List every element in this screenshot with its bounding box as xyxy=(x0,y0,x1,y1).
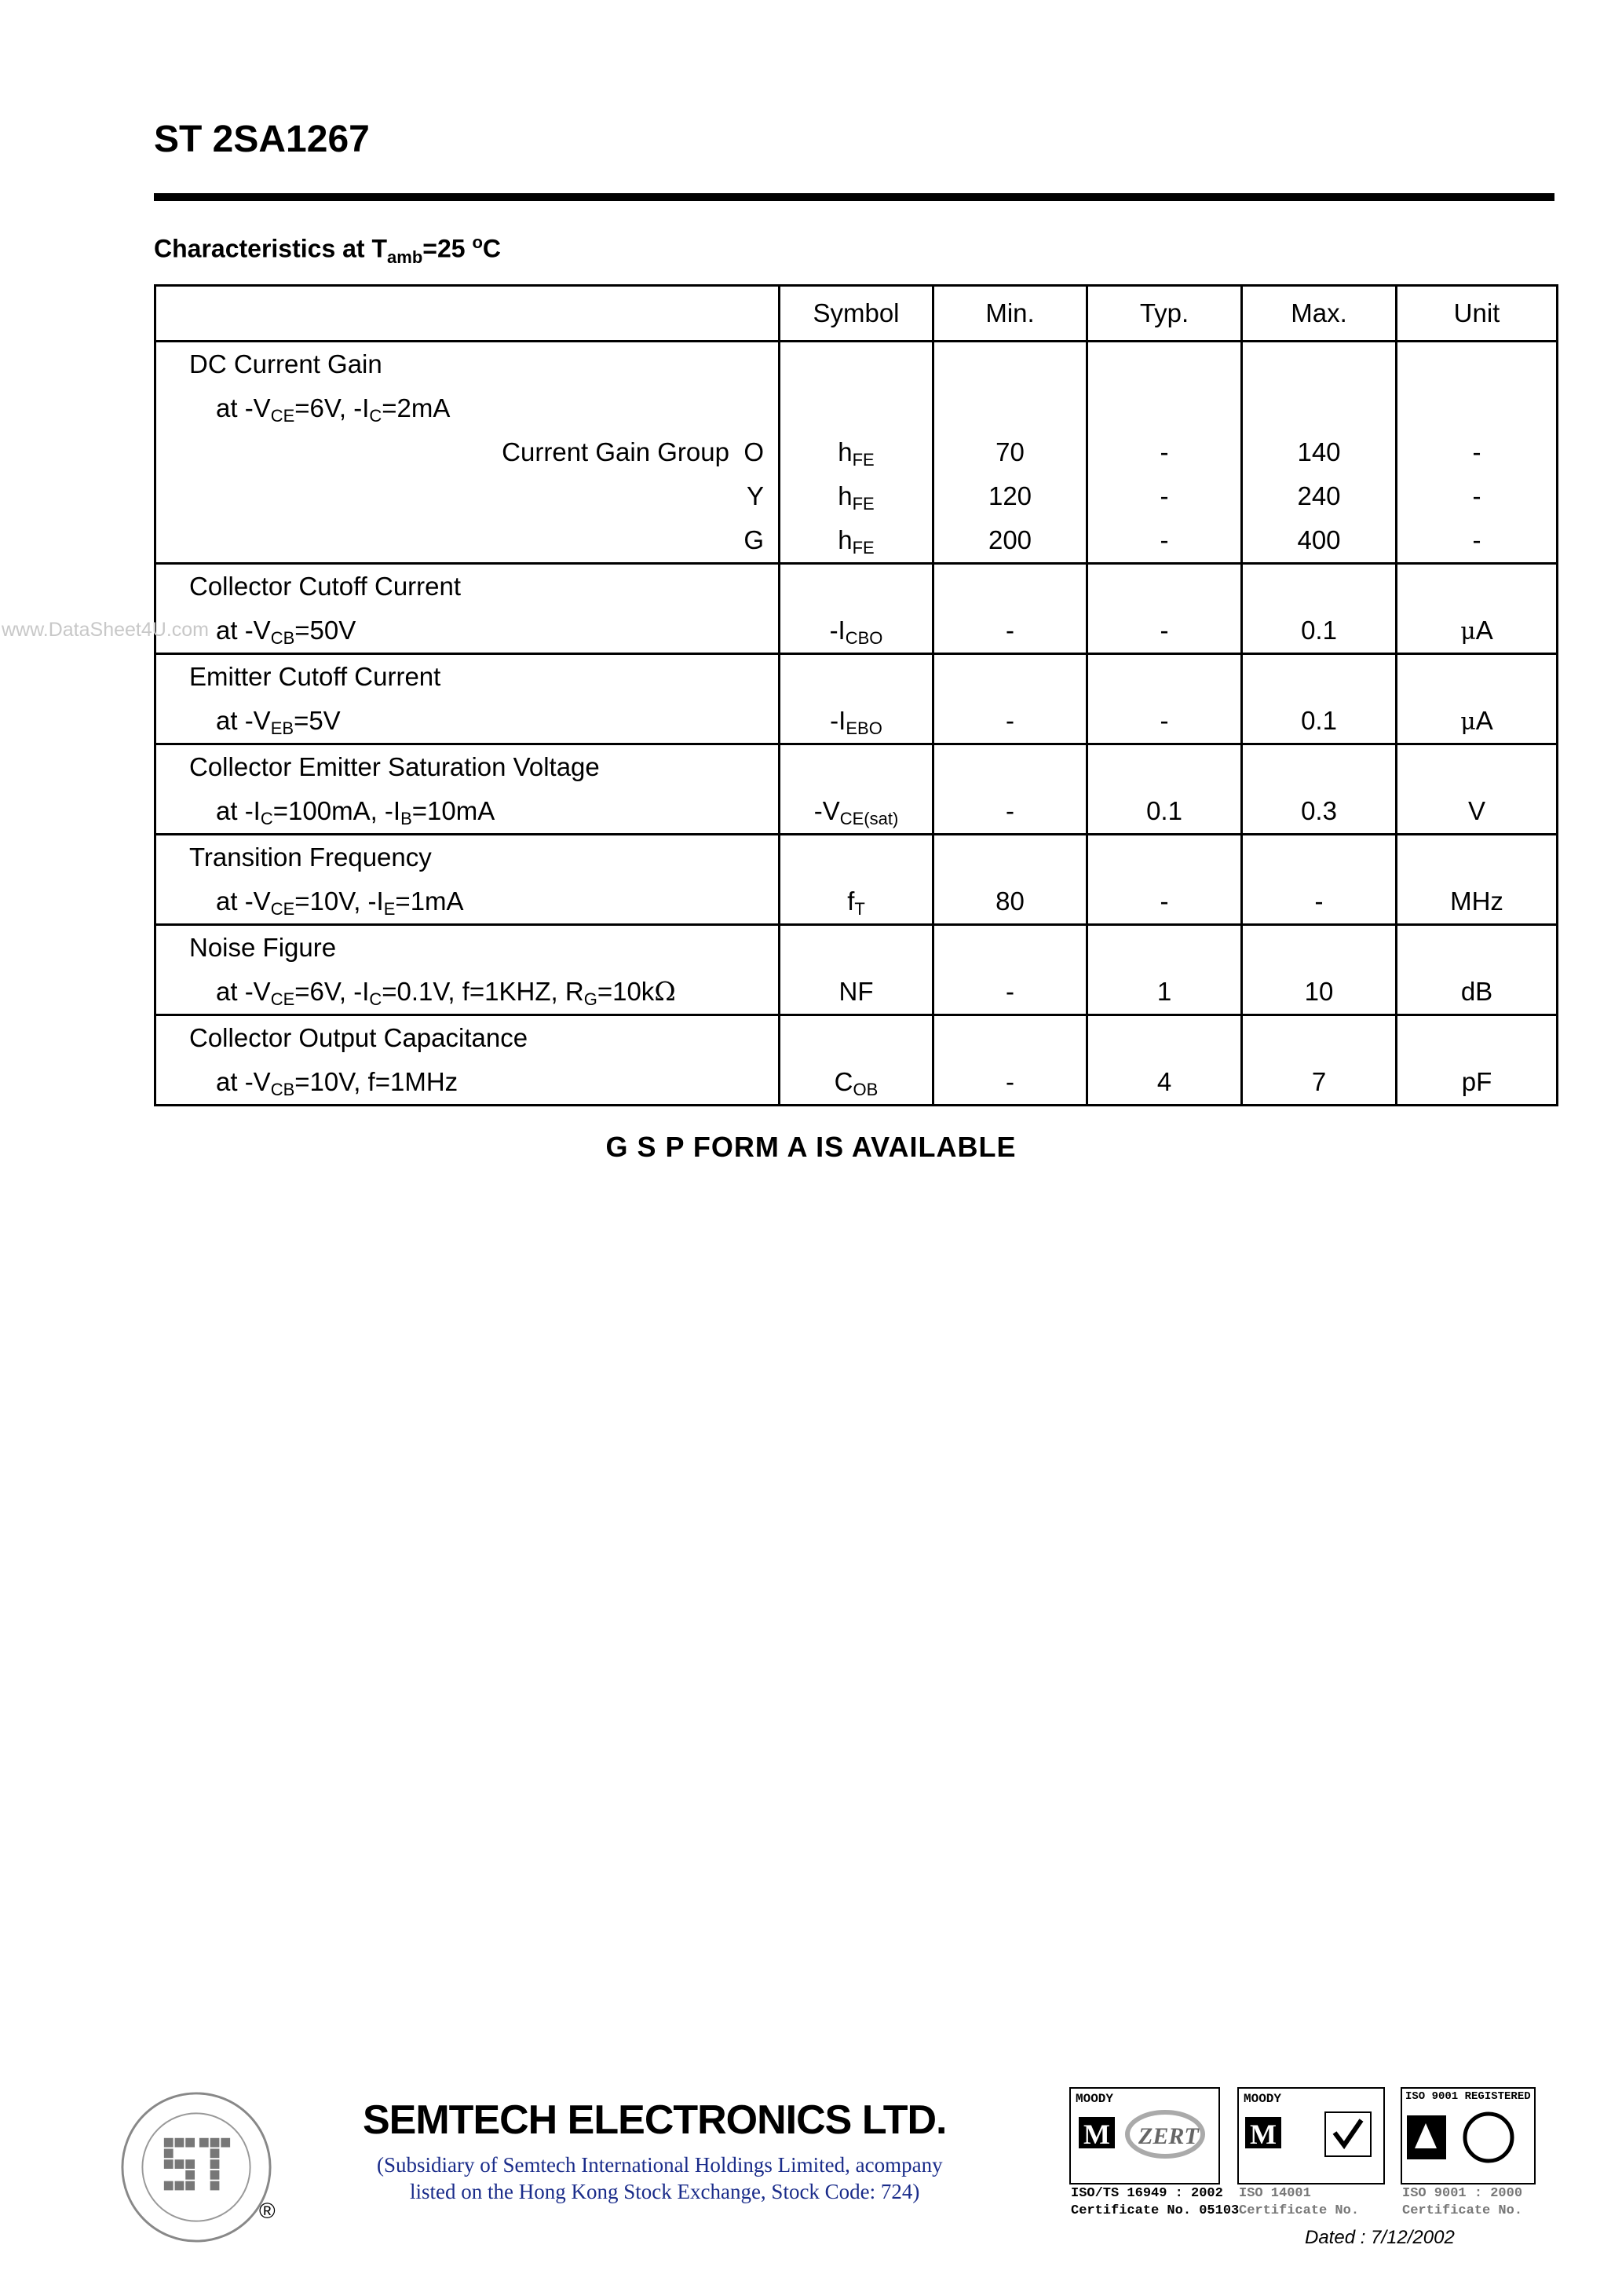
param-iebo: Emitter Cutoff Current at $-V_{EB}=5V$ xyxy=(155,654,780,744)
min-cell: - xyxy=(933,564,1087,654)
max-cell: 0.1 xyxy=(1242,654,1397,744)
company-subline-1: (Subsidiary of Semtech International Holdings Limited, acompany xyxy=(377,2153,943,2177)
cert-moody-ukas: MOODY M xyxy=(1237,2087,1385,2184)
cert3-line1: ISO 9001 : 2000 xyxy=(1402,2186,1523,2201)
symbol-cell: $-I_{EBO}$ xyxy=(780,654,933,744)
company-subline-2: listed on the Hong Kong Stock Exchange, Stock Code: 724) xyxy=(410,2180,920,2203)
registered-mark: ® xyxy=(259,2199,276,2223)
table-header-row xyxy=(155,286,1558,342)
st-logo-icon xyxy=(119,2090,273,2244)
cert1-line1: ISO/TS 16949 : 2002 xyxy=(1071,2186,1223,2201)
cert3-line2: Certificate No. xyxy=(1402,2203,1523,2218)
table-row xyxy=(155,654,1558,744)
svg-text:M: M xyxy=(1083,2119,1110,2150)
min-cell: 80 xyxy=(933,835,1087,925)
svg-text:M: M xyxy=(1250,2119,1277,2150)
unit-cell: MHz xyxy=(1397,835,1558,925)
table-row xyxy=(155,342,1558,564)
table-row xyxy=(155,744,1558,835)
unit-cell: μA xyxy=(1397,654,1558,744)
typ-cell: - xyxy=(1087,564,1242,654)
max-cell: 10 xyxy=(1242,925,1397,1015)
header-unit: Unit xyxy=(1397,286,1558,342)
document-title: ST 2SA1267 xyxy=(154,119,370,160)
cert2-line2: Certificate No. xyxy=(1239,2203,1360,2218)
header-min: Min. xyxy=(933,286,1087,342)
param-dc-gain: DC Current Gain at $-V_{CE}=6V$, $-I_C=2mA$ Current Gain Group O Y G xyxy=(155,342,780,564)
unit-cell: - - - xyxy=(1397,342,1558,564)
typ-cell: - - - xyxy=(1087,342,1242,564)
param-cob: Collector Output Capacitance at $-V_{CB}=10V$, f=1MHz xyxy=(155,1015,780,1106)
symbol-cell: NF xyxy=(780,925,933,1015)
min-cell: - xyxy=(933,744,1087,835)
watermark-text: www.DataSheet4U.com xyxy=(2,619,210,641)
table-row xyxy=(155,925,1558,1015)
unit-cell: V xyxy=(1397,744,1558,835)
symbol-cell: $-V_{CE(sat)}$ xyxy=(780,744,933,835)
symbol-cell: $f_T$ xyxy=(780,835,933,925)
min-cell: - xyxy=(933,925,1087,1015)
header-max: Max. xyxy=(1242,286,1397,342)
param-nf: Noise Figure at $-V_{CE}=6V$, $-I_C=0.1V$, f=1KHZ, $R_G=10k\Omega$ xyxy=(155,925,780,1015)
typ-cell: - xyxy=(1087,835,1242,925)
typ-cell: - xyxy=(1087,654,1242,744)
typ-cell: 1 xyxy=(1087,925,1242,1015)
min-cell: 70 120 200 xyxy=(933,342,1087,564)
moody-zert-logo-icon xyxy=(1071,2109,1215,2164)
header-typ: Typ. xyxy=(1087,286,1242,342)
omega-symbol: Ω xyxy=(654,976,676,1007)
unit-cell: μA xyxy=(1397,564,1558,654)
header-symbol: Symbol xyxy=(780,286,933,342)
unit-cell: dB xyxy=(1397,925,1558,1015)
title-rule xyxy=(154,193,1554,201)
cert1-line2: Certificate No. 05103 xyxy=(1071,2203,1240,2218)
dated-text: Dated : 7/12/2002 xyxy=(1305,2227,1455,2248)
max-cell: - xyxy=(1242,835,1397,925)
table-row xyxy=(155,1015,1558,1106)
moody-ukas-logo-icon xyxy=(1239,2109,1380,2164)
svg-text:ZERT: ZERT xyxy=(1138,2123,1199,2149)
param-ft: Transition Frequency at $-V_{CE}=10V$, $-I_E=1mA$ xyxy=(155,835,780,925)
symbol-cell: $-I_{CBO}$ xyxy=(780,564,933,654)
table-row xyxy=(155,564,1558,654)
max-cell: 0.1 xyxy=(1242,564,1397,654)
param-icbo: Collector Cutoff Current at $-V_{CB}=50V$ xyxy=(155,564,780,654)
max-cell: 140 240 400 xyxy=(1242,342,1397,564)
company-name: SEMTECH ELECTRONICS LTD. xyxy=(363,2097,947,2143)
min-cell: - xyxy=(933,654,1087,744)
gsp-notice: G S P FORM A IS AVAILABLE xyxy=(605,1131,1017,1163)
typ-cell: 4 xyxy=(1087,1015,1242,1106)
max-cell: 7 xyxy=(1242,1015,1397,1106)
cert2-line1: ISO 14001 xyxy=(1239,2186,1311,2201)
table-row xyxy=(155,835,1558,925)
param-vcesat: Collector Emitter Saturation Voltage at $-I_C=100mA$, $-I_B=10mA$ xyxy=(155,744,780,835)
typ-cell: 0.1 xyxy=(1087,744,1242,835)
min-cell: - xyxy=(933,1015,1087,1106)
unit-cell: pF xyxy=(1397,1015,1558,1106)
characteristics-table xyxy=(154,284,1558,1106)
cert-moody-iso-ts: MOODY M ZERT xyxy=(1069,2087,1220,2184)
symbol-cell: $C_{OB}$ xyxy=(780,1015,933,1106)
max-cell: 0.3 xyxy=(1242,744,1397,835)
cert-iso9001-dnv: ISO 9001 REGISTERED xyxy=(1401,2087,1536,2184)
symbol-cell: $h_{FE}$ $h_{FE}$ $h_{FE}$ xyxy=(780,342,933,564)
section-title: Characteristics at $T_{amb}=25$ $^o$C xyxy=(154,232,501,268)
dnv-logo-icon xyxy=(1402,2104,1531,2175)
header-param xyxy=(155,286,780,342)
